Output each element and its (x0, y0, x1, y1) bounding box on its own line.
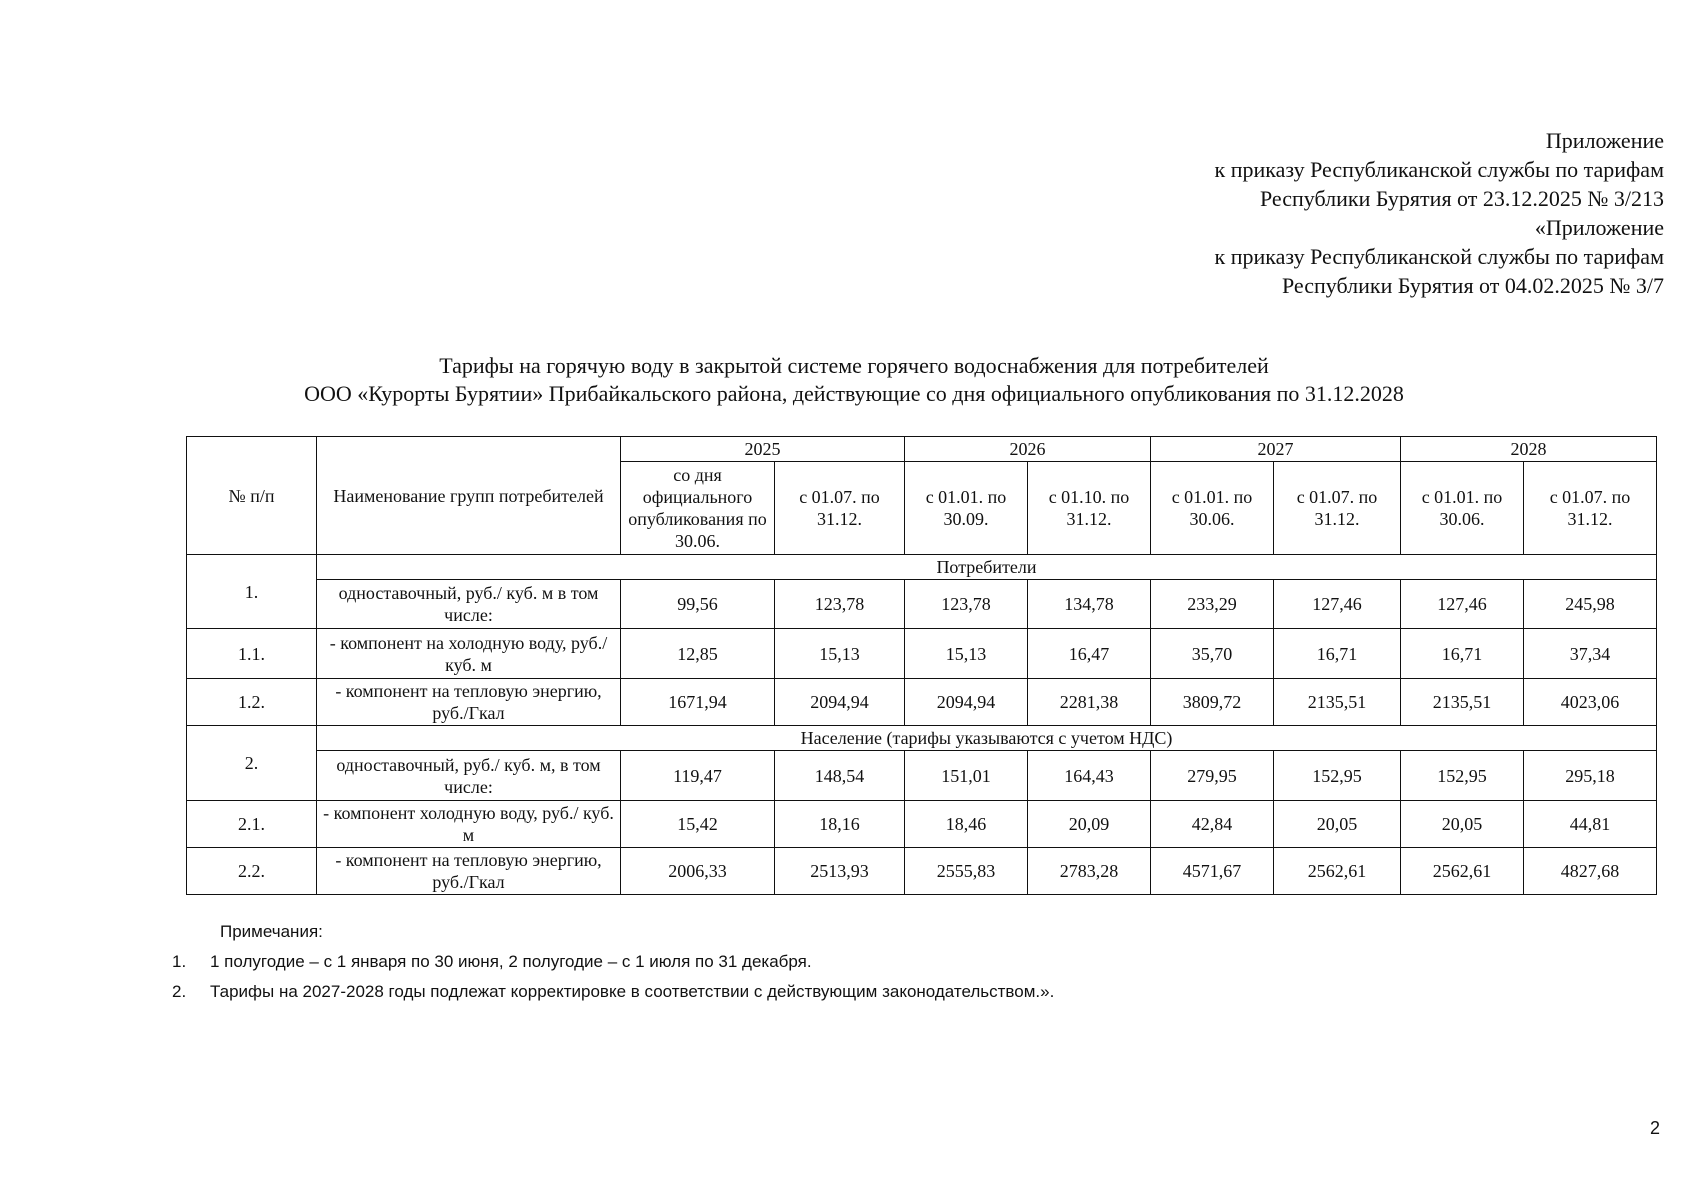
header-line-2: к приказу Республиканской службы по тарифам (1214, 157, 1664, 182)
row-name: - компонент на тепловую энергию, руб./Гкал (317, 679, 621, 726)
row-value: 4827,68 (1524, 848, 1657, 895)
header-year: 2025 (621, 437, 905, 462)
row-value: 2094,94 (905, 679, 1028, 726)
row-value: 245,98 (1524, 580, 1657, 629)
row-value: 2135,51 (1274, 679, 1401, 726)
table-row (187, 629, 1657, 679)
row-value: 2513,93 (775, 848, 905, 895)
note-number: 1. (172, 952, 187, 971)
note-item (172, 977, 1472, 1007)
note-text: 1 полугодие – с 1 января по 30 июня, 2 полугодие – с 1 июля по 31 декабря. (210, 952, 812, 971)
row-value: 127,46 (1401, 580, 1524, 629)
row-value: 2135,51 (1401, 679, 1524, 726)
row-value: 2281,38 (1028, 679, 1151, 726)
row-value: 18,16 (775, 801, 905, 848)
row-value: 15,42 (621, 801, 775, 848)
tariff-table (186, 436, 1657, 895)
notes (172, 917, 1472, 1007)
header-year: 2026 (905, 437, 1151, 462)
row-value: 15,13 (775, 629, 905, 679)
table-row (187, 679, 1657, 726)
note-text: Тарифы на 2027-2028 годы подлежат корректировке в соответствии с действующим законодательством.». (210, 982, 1055, 1001)
section-num: 2. (187, 726, 317, 801)
row-value: 152,95 (1274, 751, 1401, 801)
row-num: 2.2. (187, 848, 317, 895)
row-name: - компонент холодную воду, руб./ куб. м (317, 801, 621, 848)
header-year: 2028 (1401, 437, 1657, 462)
header-num: № п/п (187, 437, 317, 555)
section-title: Население (тарифы указываются с учетом НДС) (317, 726, 1657, 751)
row-value: 42,84 (1151, 801, 1274, 848)
row-value: 123,78 (775, 580, 905, 629)
row-value: 16,71 (1274, 629, 1401, 679)
row-value: 134,78 (1028, 580, 1151, 629)
header-line-5: к приказу Республиканской службы по тарифам (1214, 244, 1664, 269)
row-name: одноставочный, руб./ куб. м, в том числе: (317, 751, 621, 801)
table-row (187, 580, 1657, 629)
row-value: 37,34 (1524, 629, 1657, 679)
header-period: с 01.01. по 30.06. (1151, 462, 1274, 555)
table-row (187, 848, 1657, 895)
header-period: с 01.07. по 31.12. (1274, 462, 1401, 555)
notes-title: Примечания: (220, 922, 323, 941)
table-row (187, 751, 1657, 801)
row-value: 148,54 (775, 751, 905, 801)
row-value: 16,47 (1028, 629, 1151, 679)
row-value: 12,85 (621, 629, 775, 679)
document-header (944, 126, 1664, 300)
header-line-1: Приложение (1545, 128, 1664, 153)
header-period: со дня официального опубликования по 30.06. (621, 462, 775, 555)
header-line-3: Республики Бурятия от 23.12.2025 № 3/213 (1259, 186, 1664, 211)
row-name: - компонент на холодную воду, руб./ куб. м (317, 629, 621, 679)
row-value: 2562,61 (1401, 848, 1524, 895)
row-value: 1671,94 (621, 679, 775, 726)
section-title: Потребители (317, 555, 1657, 580)
row-value: 3809,72 (1151, 679, 1274, 726)
header-year: 2027 (1151, 437, 1401, 462)
row-value: 2094,94 (775, 679, 905, 726)
table-row (187, 801, 1657, 848)
row-value: 127,46 (1274, 580, 1401, 629)
header-period: с 01.01. по 30.09. (905, 462, 1028, 555)
row-value: 44,81 (1524, 801, 1657, 848)
title-line-2: ООО «Курорты Бурятии» Прибайкальского района, действующие со дня официального опубликования по 31.12.2028 (304, 381, 1404, 406)
row-value: 123,78 (905, 580, 1028, 629)
row-num: 1.1. (187, 629, 317, 679)
row-value: 164,43 (1028, 751, 1151, 801)
row-value: 151,01 (905, 751, 1028, 801)
title-line-1: Тарифы на горячую воду в закрытой системе горячего водоснабжения для потребителей (439, 353, 1269, 378)
row-value: 20,09 (1028, 801, 1151, 848)
row-value: 2783,28 (1028, 848, 1151, 895)
note-item (172, 947, 1472, 977)
row-value: 295,18 (1524, 751, 1657, 801)
row-value: 152,95 (1401, 751, 1524, 801)
row-name: одноставочный, руб./ куб. м в том числе: (317, 580, 621, 629)
row-value: 35,70 (1151, 629, 1274, 679)
row-value: 4571,67 (1151, 848, 1274, 895)
header-period: с 01.07. по 31.12. (1524, 462, 1657, 555)
header-period: с 01.01. по 30.06. (1401, 462, 1524, 555)
header-line-4: «Приложение (1534, 215, 1664, 240)
section-num: 1. (187, 555, 317, 629)
row-value: 18,46 (905, 801, 1028, 848)
row-value: 2562,61 (1274, 848, 1401, 895)
row-value: 279,95 (1151, 751, 1274, 801)
row-value: 233,29 (1151, 580, 1274, 629)
row-value: 20,05 (1274, 801, 1401, 848)
row-value: 4023,06 (1524, 679, 1657, 726)
header-line-6: Республики Бурятия от 04.02.2025 № 3/7 (1281, 273, 1664, 298)
document-title (170, 352, 1538, 408)
header-consumer-group: Наименование групп потребителей (317, 437, 621, 555)
row-value: 20,05 (1401, 801, 1524, 848)
page-number: 2 (1649, 1118, 1660, 1138)
row-name: - компонент на тепловую энергию, руб./Гкал (317, 848, 621, 895)
row-value: 119,47 (621, 751, 775, 801)
row-num: 2.1. (187, 801, 317, 848)
row-value: 99,56 (621, 580, 775, 629)
row-value: 15,13 (905, 629, 1028, 679)
header-period: с 01.10. по 31.12. (1028, 462, 1151, 555)
row-value: 2006,33 (621, 848, 775, 895)
row-value: 16,71 (1401, 629, 1524, 679)
row-value: 2555,83 (905, 848, 1028, 895)
header-period: с 01.07. по 31.12. (775, 462, 905, 555)
row-num: 1.2. (187, 679, 317, 726)
note-number: 2. (172, 982, 187, 1001)
